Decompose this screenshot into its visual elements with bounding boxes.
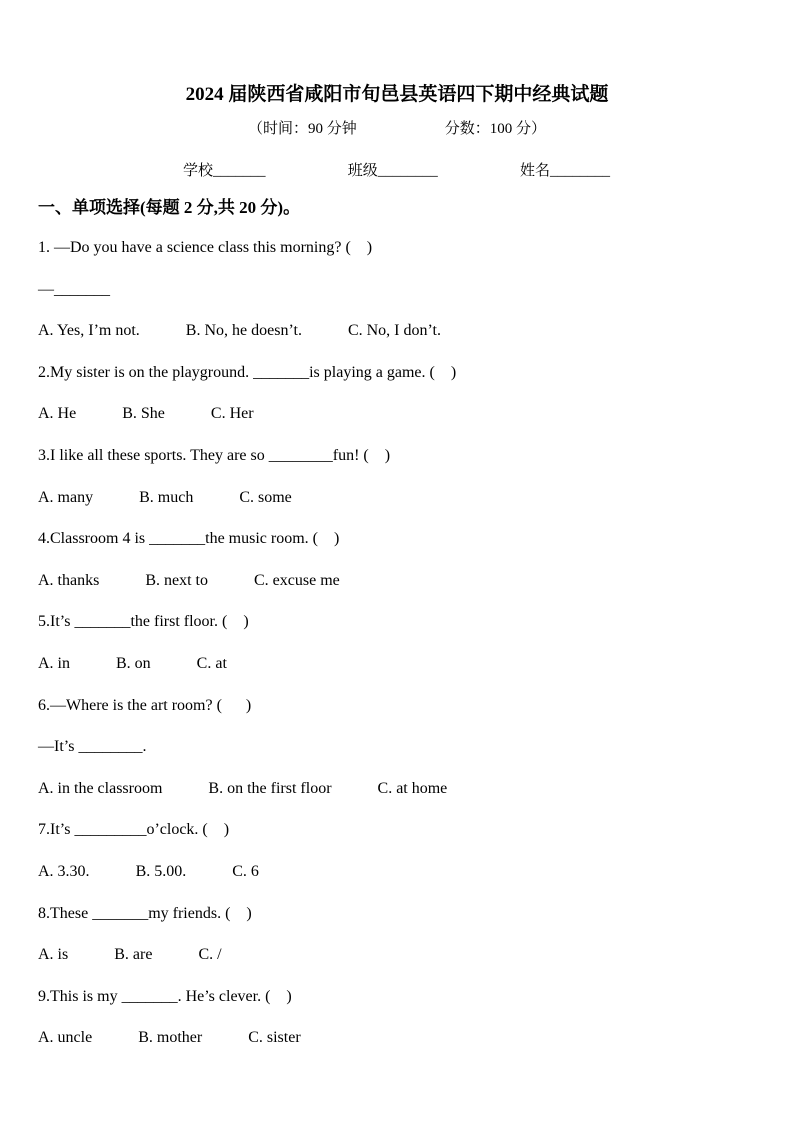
question-8-stem: 8.These _______my friends. ( ) <box>38 904 252 922</box>
question-7-option-c: C. 6 <box>232 862 259 880</box>
question-9-option-b: B. mother <box>138 1029 203 1047</box>
question-3-options <box>38 477 756 519</box>
question-9-option-a: A. uncle <box>38 1029 93 1047</box>
student-fields <box>183 161 610 181</box>
question-6-option-b: B. on the first floor <box>208 779 332 797</box>
question-2-option-b: B. She <box>122 405 165 423</box>
question-4-stem: 4.Classroom 4 is _______the music room. ( ) <box>38 530 340 548</box>
question-4-option-a: A. thanks <box>38 571 100 589</box>
question-6-option-a: A. in the classroom <box>38 779 163 797</box>
question-5-stem: 5.It’s _______the first floor. ( ) <box>38 613 249 631</box>
question-1-options <box>38 310 756 352</box>
question-6-reply: —It’s ________. <box>38 738 147 756</box>
question-5-option-a: A. in <box>38 654 70 672</box>
question-4-option-c: C. excuse me <box>254 571 340 589</box>
question-6-options <box>38 768 756 810</box>
time-info: （时间：90 分钟 <box>247 121 357 137</box>
question-5-options <box>38 643 756 685</box>
question-6-option-c: C. at home <box>377 779 448 797</box>
question-1-reply: —_______ <box>38 280 110 298</box>
question-1-option-c: C. No, I don’t. <box>347 322 441 340</box>
question-8-option-a: A. is <box>38 946 69 964</box>
question-7-stem: 7.It’s _________o’clock. ( ) <box>38 821 230 839</box>
question-4-options <box>38 560 756 602</box>
section-heading: 一、单项选择(每题 2 分,共 20 分)。 <box>38 198 301 217</box>
school-field: 学校_______ <box>183 163 266 179</box>
question-3-option-c: C. some <box>239 488 292 506</box>
question-3-stem: 3.I like all these sports. They are so ________fun! ( ) <box>38 446 391 464</box>
question-6-stem: 6.—Where is the art room? ( ) <box>38 696 252 714</box>
question-9-options <box>38 1017 756 1059</box>
question-8-options <box>38 934 756 976</box>
question-5-option-b: B. on <box>116 654 151 672</box>
question-2-option-a: A. He <box>38 405 77 423</box>
question-1-option-a: A. Yes, I’m not. <box>38 322 140 340</box>
question-7-option-b: B. 5.00. <box>135 862 187 880</box>
question-9-option-c: C. sister <box>248 1029 301 1047</box>
page-title: 2024 届陕西省咸阳市旬邑县英语四下期中经典试题 <box>185 84 609 105</box>
question-5-option-c: C. at <box>196 654 227 672</box>
score-info: 分数：100 分） <box>444 121 547 137</box>
question-1-option-b: B. No, he doesn’t. <box>185 322 302 340</box>
question-7-option-a: A. 3.30. <box>38 862 90 880</box>
question-4-option-b: B. next to <box>145 571 208 589</box>
question-2-stem: 2.My sister is on the playground. _______is playing a game. ( ) <box>38 363 457 381</box>
name-field: 姓名________ <box>519 163 610 179</box>
question-7-options <box>38 851 756 893</box>
question-9-stem: 9.This is my _______. He’s clever. ( ) <box>38 987 292 1005</box>
question-1-stem: 1. —Do you have a science class this morning? ( ) <box>38 239 373 256</box>
question-8-option-c: C. / <box>198 946 222 964</box>
question-2-options <box>38 393 756 435</box>
question-3-option-a: A. many <box>38 488 94 506</box>
class-field: 班级________ <box>347 163 438 179</box>
question-8-option-b: B. are <box>114 946 153 964</box>
exam-meta <box>38 119 756 139</box>
question-2-option-c: C. Her <box>210 405 254 423</box>
question-list <box>38 227 756 1059</box>
question-3-option-b: B. much <box>139 488 194 506</box>
